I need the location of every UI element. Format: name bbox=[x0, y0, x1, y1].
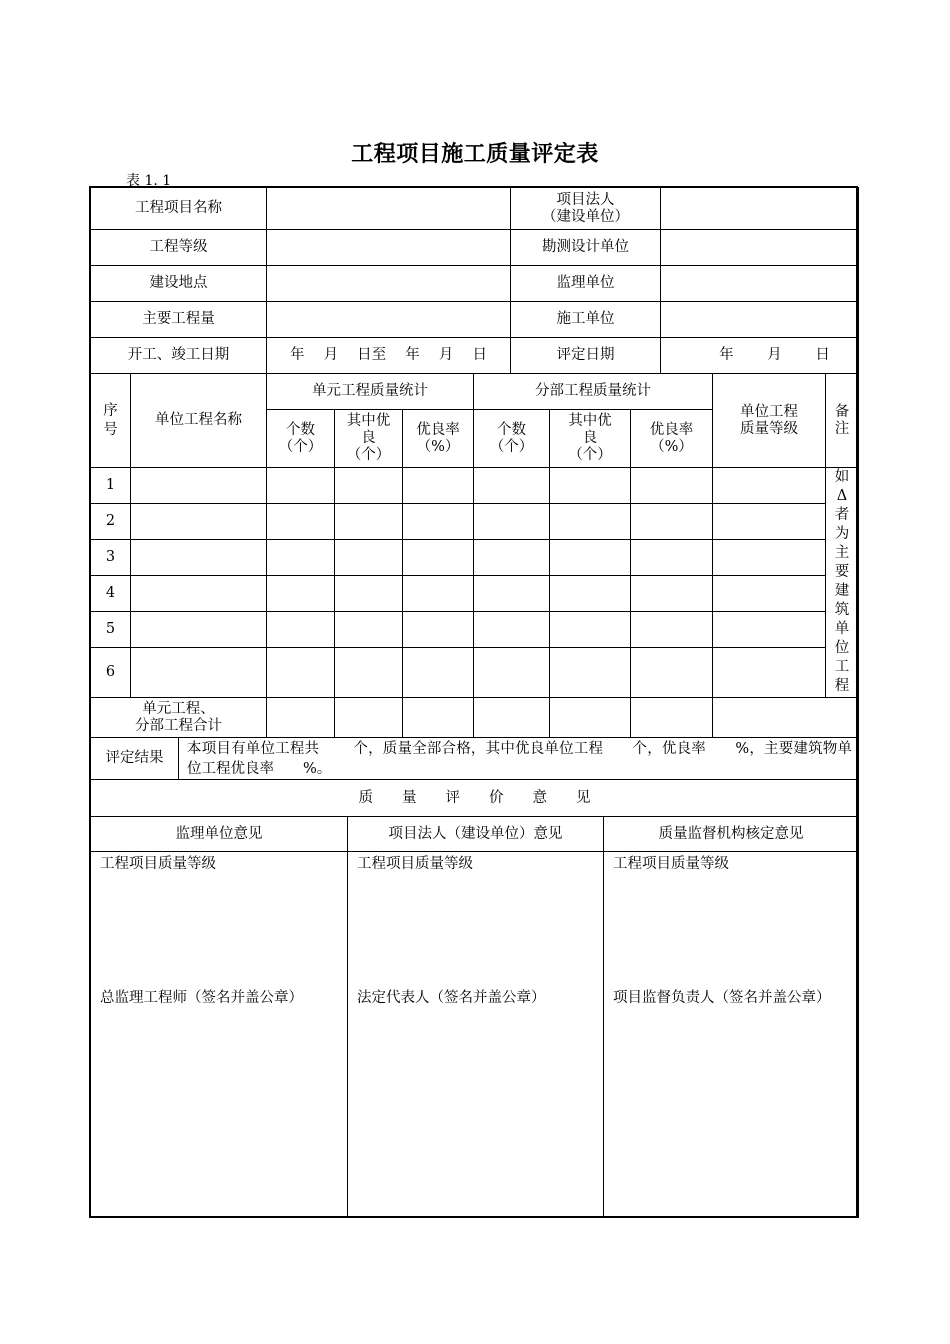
opinions-table bbox=[90, 816, 859, 1218]
row-cell[interactable] bbox=[474, 612, 550, 648]
row-cell[interactable] bbox=[267, 576, 335, 612]
row-grade[interactable] bbox=[713, 648, 826, 698]
row-unit-name[interactable] bbox=[131, 576, 267, 612]
row-cell[interactable] bbox=[631, 504, 713, 540]
unit-good-header bbox=[335, 410, 403, 468]
owner-opinion-title: 项目法人（建设单位）意见 bbox=[348, 817, 604, 852]
row-cell[interactable] bbox=[550, 576, 631, 612]
part-count-line2: （个） bbox=[489, 438, 534, 455]
row-grade[interactable] bbox=[713, 504, 826, 540]
form-title: 工程项目施工质量评定表 bbox=[351, 142, 599, 167]
part-count-header bbox=[474, 410, 550, 468]
row-cell[interactable] bbox=[550, 540, 631, 576]
construction-unit-label: 施工单位 bbox=[511, 302, 661, 338]
inspection-opinion-title: 质量监督机构核定意见 bbox=[604, 817, 859, 852]
construction-unit-field[interactable] bbox=[661, 302, 859, 338]
row-seq: 2 bbox=[91, 504, 131, 540]
eval-date-field[interactable]: 年 月 日 bbox=[661, 338, 859, 374]
row-cell[interactable] bbox=[335, 648, 403, 698]
row-cell[interactable] bbox=[550, 648, 631, 698]
quality-stats-table bbox=[90, 373, 859, 738]
row-cell[interactable] bbox=[631, 576, 713, 612]
total-cell[interactable] bbox=[550, 698, 631, 738]
row-cell[interactable] bbox=[631, 612, 713, 648]
unit-stat-header: 单元工程质量统计 bbox=[267, 374, 474, 410]
row-cell[interactable] bbox=[631, 648, 713, 698]
legal-person-label-line1: 项目法人 bbox=[556, 191, 615, 208]
part-good-header bbox=[550, 410, 631, 468]
row-cell[interactable] bbox=[550, 612, 631, 648]
location-label: 建设地点 bbox=[91, 266, 267, 302]
row-seq: 5 bbox=[91, 612, 131, 648]
row-cell[interactable] bbox=[267, 504, 335, 540]
unit-good-line3: （个） bbox=[346, 447, 391, 463]
part-stat-header: 分部工程质量统计 bbox=[474, 374, 713, 410]
row-unit-name[interactable] bbox=[131, 612, 267, 648]
row-unit-name[interactable] bbox=[131, 648, 267, 698]
remark-note: 如Δ者为主要建筑单位工程 bbox=[826, 468, 859, 698]
result-label: 评定结果 bbox=[91, 738, 179, 780]
row-grade[interactable] bbox=[713, 612, 826, 648]
row-cell[interactable] bbox=[335, 612, 403, 648]
unit-rate-header bbox=[403, 410, 474, 468]
row-unit-name[interactable] bbox=[131, 540, 267, 576]
total-label bbox=[91, 698, 267, 738]
row-cell[interactable] bbox=[631, 468, 713, 504]
unit-grade-header bbox=[713, 374, 826, 468]
legal-person-label bbox=[511, 188, 661, 230]
row-cell[interactable] bbox=[403, 540, 474, 576]
row-cell[interactable] bbox=[403, 504, 474, 540]
inspection-sign-label: 项目监督负责人（签名并盖公章） bbox=[613, 990, 831, 1006]
design-unit-field[interactable] bbox=[661, 230, 859, 266]
row-cell[interactable] bbox=[335, 540, 403, 576]
project-name-field[interactable] bbox=[267, 188, 511, 230]
unit-count-header bbox=[267, 410, 335, 468]
part-good-line3: （个） bbox=[568, 447, 612, 463]
row-unit-name[interactable] bbox=[131, 468, 267, 504]
supervision-sign-label: 总监理工程师（签名并盖公章） bbox=[100, 990, 303, 1006]
grade-label: 工程等级 bbox=[91, 230, 267, 266]
unit-good-line1: 其中优 bbox=[346, 413, 391, 429]
total-label-line1: 单元工程、 bbox=[142, 700, 215, 717]
supervision-opinion-box[interactable] bbox=[91, 852, 348, 1218]
total-label-line2: 分部工程合计 bbox=[135, 717, 222, 734]
grade-field[interactable] bbox=[267, 230, 511, 266]
row-cell[interactable] bbox=[335, 504, 403, 540]
unit-rate-line2: （%） bbox=[416, 438, 460, 455]
dates-label: 开工、竣工日期 bbox=[91, 338, 267, 374]
quantity-label: 主要工程量 bbox=[91, 302, 267, 338]
part-rate-line2: （%） bbox=[650, 438, 693, 455]
unit-grade-header-line1: 单位工程 bbox=[740, 403, 798, 420]
row-grade[interactable] bbox=[713, 468, 826, 504]
row-grade[interactable] bbox=[713, 540, 826, 576]
row-cell[interactable] bbox=[474, 576, 550, 612]
part-count-line1: 个数 bbox=[497, 421, 526, 438]
row-cell[interactable] bbox=[267, 468, 335, 504]
row-cell[interactable] bbox=[550, 504, 631, 540]
row-cell[interactable] bbox=[267, 648, 335, 698]
part-good-line1: 其中优 bbox=[568, 413, 612, 429]
row-cell[interactable] bbox=[267, 612, 335, 648]
row-cell[interactable] bbox=[631, 540, 713, 576]
total-cell[interactable] bbox=[335, 698, 403, 738]
supervision-unit-label: 监理单位 bbox=[511, 266, 661, 302]
opinion-header: 质 量 评 价 意 见 bbox=[91, 780, 859, 817]
table-number: 表 1. 1 bbox=[126, 173, 172, 189]
unit-name-header: 单位工程名称 bbox=[131, 374, 267, 468]
total-cell[interactable] bbox=[474, 698, 550, 738]
row-cell[interactable] bbox=[267, 540, 335, 576]
row-seq: 6 bbox=[91, 648, 131, 698]
unit-grade-header-line2: 质量等级 bbox=[740, 420, 798, 437]
project-info-table bbox=[90, 187, 859, 374]
location-field[interactable] bbox=[267, 266, 511, 302]
row-seq: 4 bbox=[91, 576, 131, 612]
owner-sign-label: 法定代表人（签名并盖公章） bbox=[357, 990, 546, 1006]
row-seq: 1 bbox=[91, 468, 131, 504]
legal-person-label-line2: （建设单位） bbox=[542, 208, 629, 225]
design-unit-label: 勘测设计单位 bbox=[511, 230, 661, 266]
unit-good-line2: 良 bbox=[361, 430, 376, 446]
total-cell[interactable] bbox=[403, 698, 474, 738]
owner-grade-label: 工程项目质量等级 bbox=[357, 856, 473, 872]
legal-person-field[interactable] bbox=[661, 188, 859, 230]
row-cell[interactable] bbox=[550, 468, 631, 504]
result-table bbox=[90, 737, 859, 817]
row-cell[interactable] bbox=[474, 648, 550, 698]
remark-header: 备注 bbox=[826, 374, 859, 468]
unit-rate-line1: 优良率 bbox=[416, 421, 460, 438]
row-cell[interactable] bbox=[474, 468, 550, 504]
inspection-grade-label: 工程项目质量等级 bbox=[613, 856, 729, 872]
total-cell[interactable] bbox=[267, 698, 335, 738]
unit-count-line1: 个数 bbox=[286, 421, 315, 438]
row-cell[interactable] bbox=[474, 504, 550, 540]
unit-count-line2: （个） bbox=[278, 438, 323, 455]
seq-header: 序号 bbox=[91, 374, 131, 468]
row-cell[interactable] bbox=[403, 468, 474, 504]
part-good-line2: 良 bbox=[582, 430, 598, 446]
result-text[interactable]: 本项目有单位工程共 个，质量全部合格，其中优良单位工程 个，优良率 %，主要建筑物单位工程优良率 %。 bbox=[179, 738, 859, 780]
part-rate-header bbox=[631, 410, 713, 468]
supervision-grade-label: 工程项目质量等级 bbox=[100, 856, 216, 872]
owner-opinion-box[interactable] bbox=[348, 852, 604, 1218]
row-grade[interactable] bbox=[713, 576, 826, 612]
row-cell[interactable] bbox=[403, 648, 474, 698]
dates-field[interactable]: 年 月 日至 年 月 日 bbox=[267, 338, 511, 374]
total-blank[interactable] bbox=[713, 698, 859, 738]
row-cell[interactable] bbox=[335, 468, 403, 504]
quantity-field[interactable] bbox=[267, 302, 511, 338]
row-cell[interactable] bbox=[335, 576, 403, 612]
total-cell[interactable] bbox=[631, 698, 713, 738]
row-cell[interactable] bbox=[403, 612, 474, 648]
supervision-unit-field[interactable] bbox=[661, 266, 859, 302]
row-cell[interactable] bbox=[474, 540, 550, 576]
eval-date-label: 评定日期 bbox=[511, 338, 661, 374]
row-seq: 3 bbox=[91, 540, 131, 576]
project-name-label: 工程项目名称 bbox=[91, 188, 267, 230]
supervision-opinion-title: 监理单位意见 bbox=[91, 817, 348, 852]
inspection-opinion-box[interactable] bbox=[604, 852, 859, 1218]
row-cell[interactable] bbox=[403, 576, 474, 612]
part-rate-line1: 优良率 bbox=[649, 421, 694, 438]
row-unit-name[interactable] bbox=[131, 504, 267, 540]
